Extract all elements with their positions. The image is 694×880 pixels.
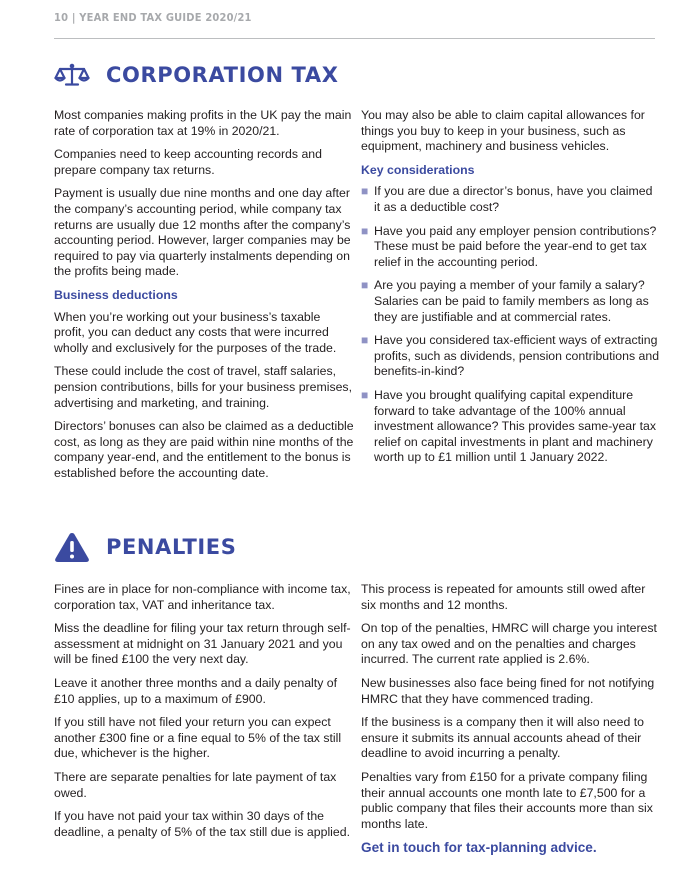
call-to-action: Get in touch for tax-planning advice. xyxy=(361,840,597,856)
running-header: 10 | YEAR END TAX GUIDE 2020/21 xyxy=(54,11,252,24)
penalties-title: PENALTIES xyxy=(106,535,237,559)
corp-paragraph-6: Directors’ bonuses can also be claimed as a deductible cost, as long as they are paid within nine months of the company year-end, and the entitlement to the bonus is established before the accounting date. xyxy=(54,419,354,480)
pen-paragraph-6: If you have not paid your tax within 30 days of the deadline, a penalty of 5% of the tax still due is applied. xyxy=(54,809,351,839)
pen-paragraph-2: Miss the deadline for filing your tax return through self-assessment at midnight on 31 January 2021 and you will be fined £100 the very next day. xyxy=(54,621,351,667)
list-item: ■ Have you brought qualifying capital expenditure forward to take advantage of the 100% annual investment allowance? This provides same-year tax relief on capital investments in plant and machinery worth up to £1 million until 1 January 2022. xyxy=(361,387,657,465)
bullet-icon: ■ xyxy=(361,333,369,348)
business-deductions-heading: Business deductions xyxy=(54,287,178,302)
penalties-heading xyxy=(54,531,236,563)
corp-paragraph-4: When you’re working out your business’s taxable profit, you can deduct any costs that were incurred wholly and exclusively for the purposes of the trade. xyxy=(54,309,337,355)
corp-paragraph-5: These could include the cost of travel, staff salaries, pension contributions, bills for your business premises, advertising and marketing, and training. xyxy=(54,364,353,410)
bullet-icon: ■ xyxy=(361,223,369,238)
key-considerations-list xyxy=(361,184,661,466)
penalties-left-column xyxy=(54,582,354,848)
pen-paragraph-11: Penalties vary from £150 for a private company filing their annual accounts one month late to £7,500 for a public company that files their accounts more than six months late. xyxy=(361,769,653,831)
key-considerations-heading: Key considerations xyxy=(361,162,475,177)
bullet-icon: ■ xyxy=(361,278,369,293)
corporation-tax-title: CORPORATION TAX xyxy=(106,63,339,87)
corp-paragraph-3: Payment is usually due nine months and one day after the company’s accounting period, while company tax returns are usually due 12 months after the company’s accounting period. However, larger companies may be required to pay via quarterly instalments depending on the profits being made. xyxy=(54,186,351,279)
pen-paragraph-1: Fines are in place for non-compliance with income tax, corporation tax, VAT and inheritance tax. xyxy=(54,582,351,612)
pen-paragraph-4: If you still have not filed your return you can expect another £300 fine or a fine equal to 5% of the tax still due, whichever is the higher. xyxy=(54,715,342,761)
bullet-icon: ■ xyxy=(361,387,369,402)
list-item: ■ Have you considered tax-efficient ways of extracting profits, such as dividends, pension contributions and benefits-in-kind? xyxy=(361,333,660,379)
corp-paragraph-1: Most companies making profits in the UK pay the main rate of corporation tax at 19% in 2020/21. xyxy=(54,108,352,138)
pen-paragraph-9: New businesses also face being fined for not notifying HMRC that they have commenced trading. xyxy=(361,675,655,706)
warning-icon xyxy=(54,531,90,563)
pen-paragraph-5: There are separate penalties for late payment of tax owed. xyxy=(54,769,337,800)
pen-paragraph-7: This process is repeated for amounts still owed after six months and 12 months. xyxy=(361,582,646,612)
pen-paragraph-10: If the business is a company then it will also need to ensure it submits its annual accounts ahead of their deadline to avoid incurring a penalty. xyxy=(361,715,644,761)
list-item: ■ If you are due a director’s bonus, have you claimed it as a deductible cost? xyxy=(361,184,653,214)
corporation-left-column xyxy=(54,108,354,489)
bullet-icon: ■ xyxy=(361,184,369,199)
pen-paragraph-8: On top of the penalties, HMRC will charge you interest on any tax owed and on the penalties and charges incurred. The current rate applied is 2.6%. xyxy=(361,621,657,667)
corporation-tax-heading xyxy=(54,63,338,87)
header-divider xyxy=(54,38,655,39)
capital-allowances-paragraph: You may also be able to claim capital allowances for things you buy to keep in your business, such as equipment, machinery and business vehicles. xyxy=(361,108,645,154)
corporation-right-column xyxy=(361,108,661,474)
penalties-right-column xyxy=(361,582,661,856)
list-item: ■ Have you paid any employer pension contributions? These must be paid before the year-end to get tax relief in the accounting period. xyxy=(361,223,657,269)
list-item: ■ Are you paying a member of your family a salary? Salaries can be paid to family members as long as they are justifiable and at commercial rates. xyxy=(361,278,649,324)
scales-icon xyxy=(54,63,90,87)
corp-paragraph-2: Companies need to keep accounting records and prepare company tax returns. xyxy=(54,147,322,177)
pen-paragraph-3: Leave it another three months and a daily penalty of £10 applies, up to a maximum of £900. xyxy=(54,675,338,706)
